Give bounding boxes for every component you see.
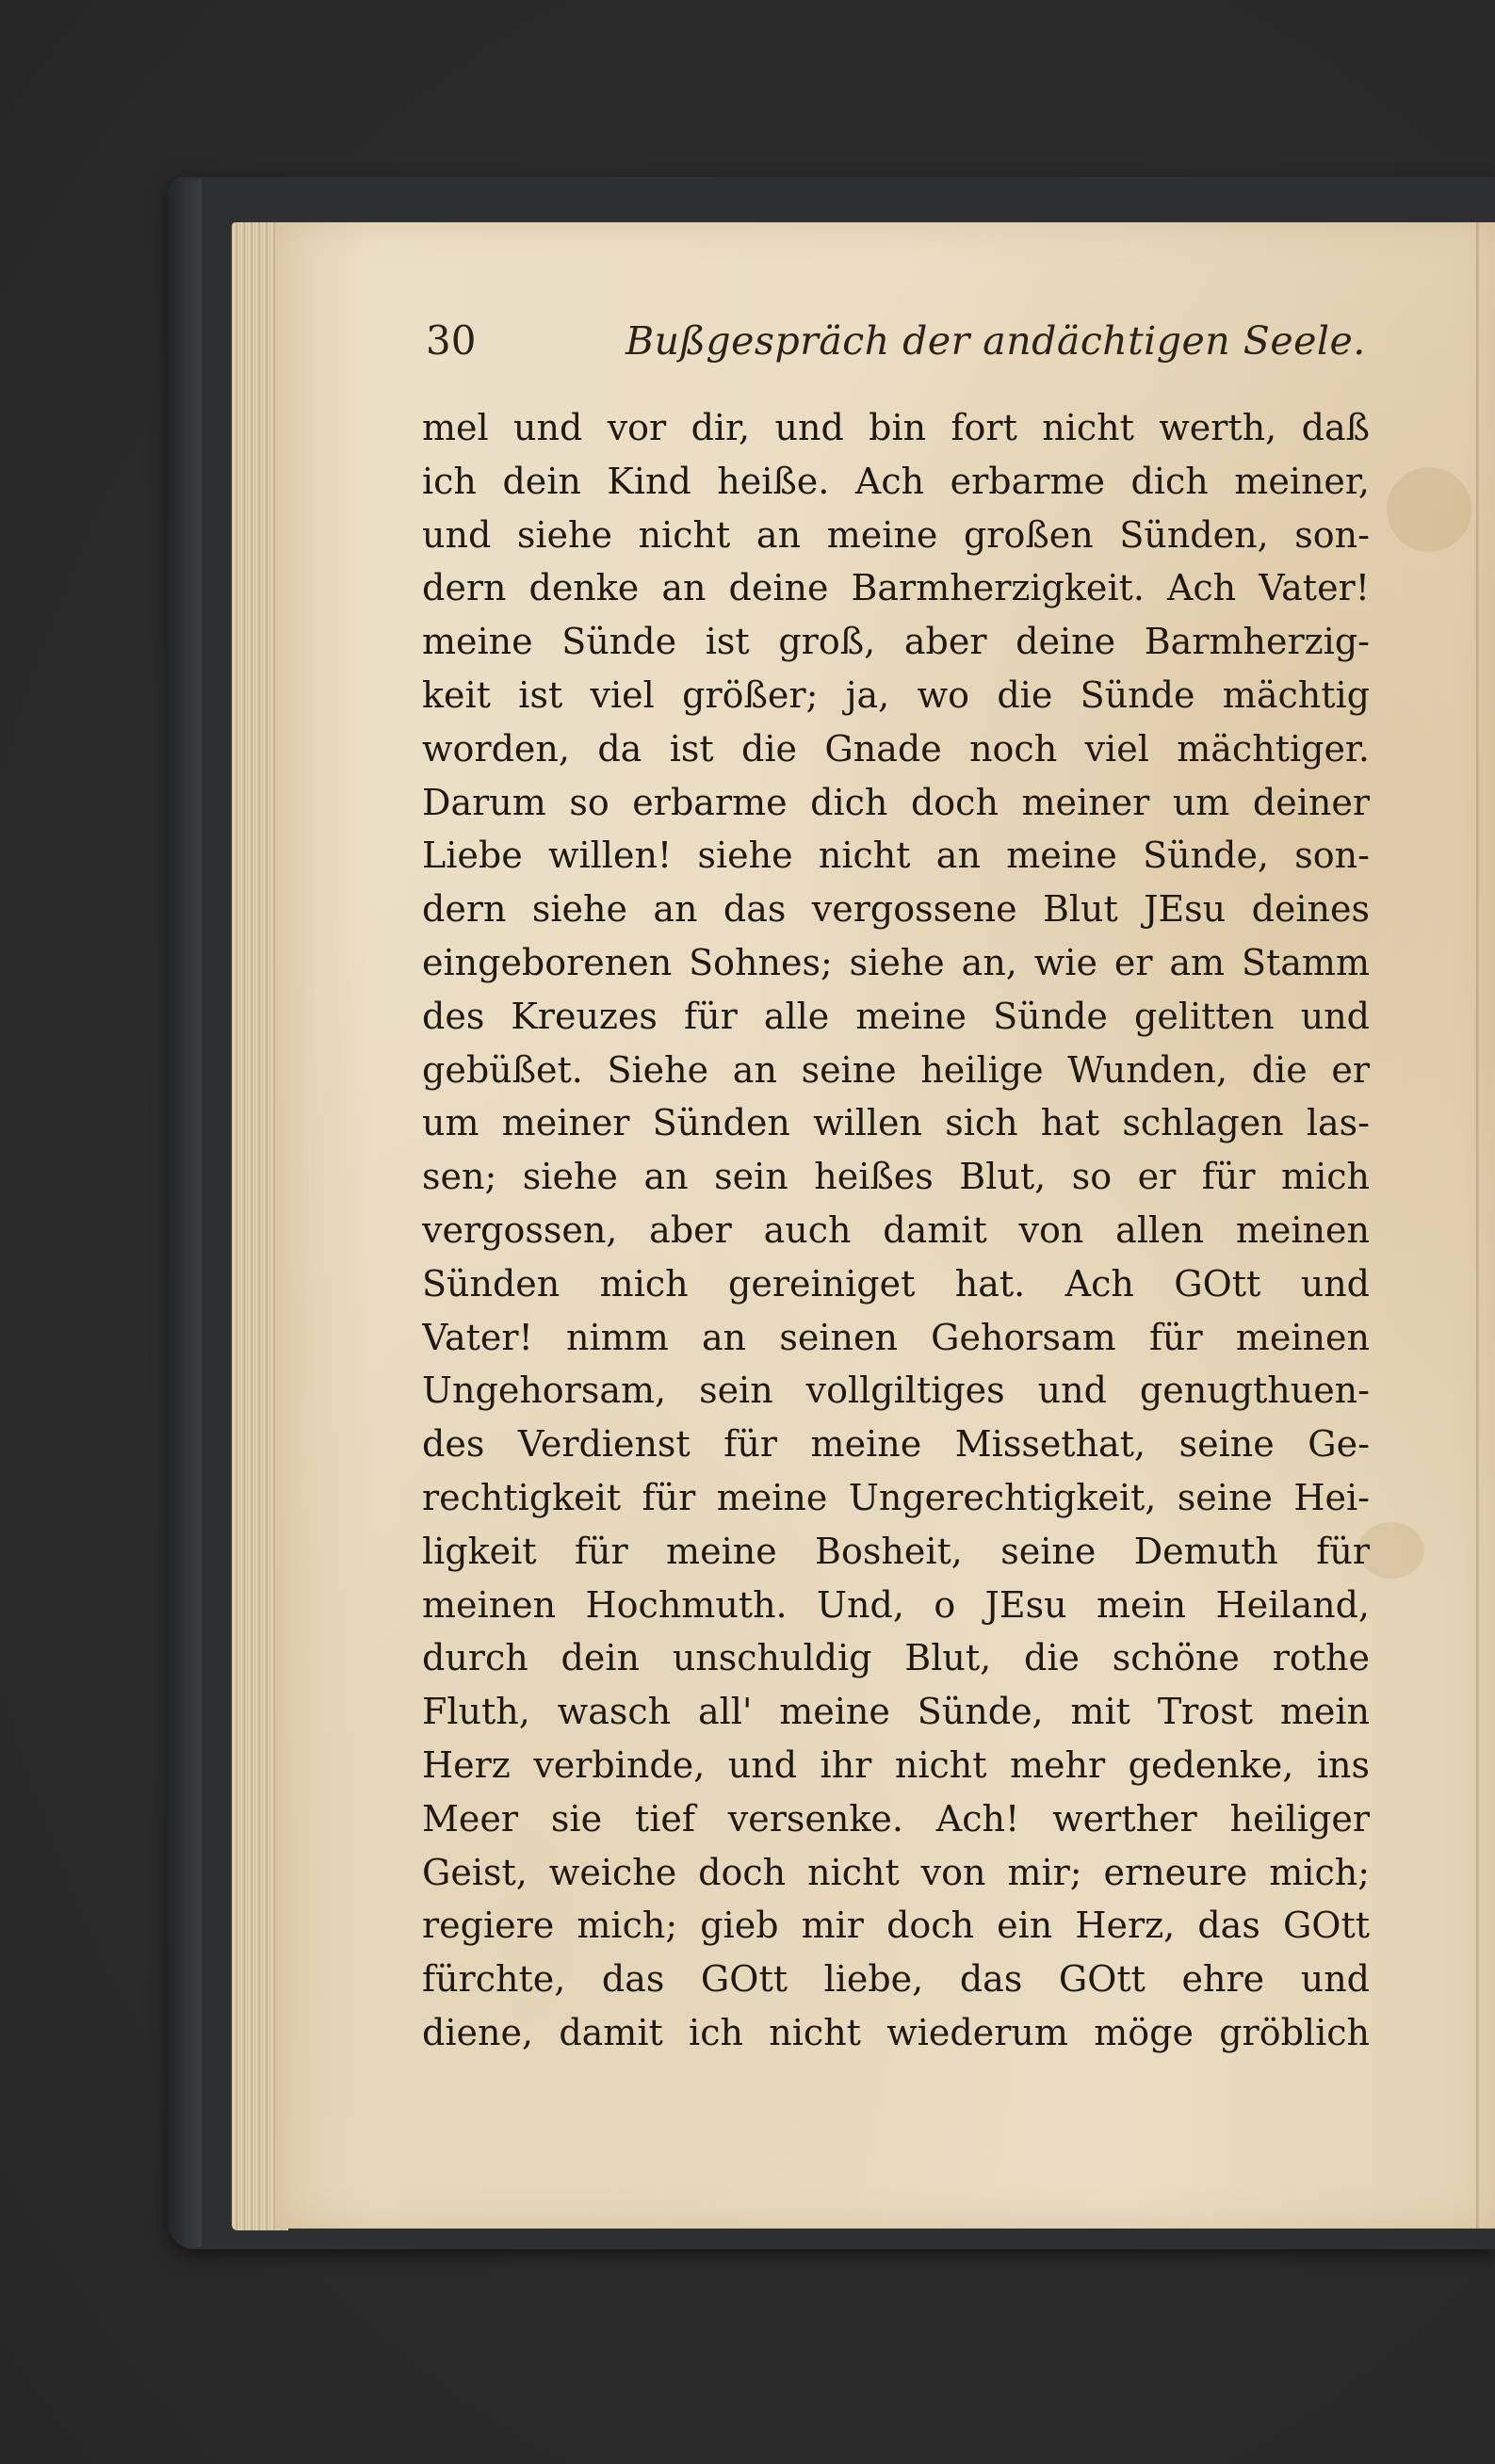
text-line: regiere mich; gieb mir doch ein Herz, das GOtt bbox=[422, 1905, 1370, 1947]
text-line: durch dein unschuldig Blut, die schöne rothe bbox=[422, 1637, 1370, 1679]
text-line: ich dein Kind heiße. Ach erbarme dich meiner, bbox=[422, 460, 1370, 502]
text-line: und siehe nicht an meine großen Sünden, son- bbox=[422, 513, 1370, 556]
text-line: fürchte, das GOtt liebe, das GOtt ehre und bbox=[422, 1958, 1370, 2001]
page-gutter bbox=[1476, 222, 1480, 2229]
text-line: Geist, weiche doch nicht von mir; erneure mich; bbox=[422, 1851, 1370, 1893]
text-line: dern denke an deine Barmherzigkeit. Ach Vater! bbox=[422, 567, 1370, 609]
book-spine-edge bbox=[168, 179, 202, 2247]
text-line: vergossen, aber auch damit von allen meinen bbox=[422, 1208, 1370, 1251]
text-line: gebüßet. Siehe an seine heilige Wunden, die er bbox=[422, 1048, 1370, 1091]
text-line: des Kreuzes für alle meine Sünde gelitten und bbox=[422, 995, 1370, 1037]
text-line: eingeborenen Sohnes; siehe an, wie er am Stamm bbox=[422, 941, 1370, 983]
text-line: keit ist viel größer; ja, wo die Sünde mächtig bbox=[422, 673, 1370, 716]
text-line: Herz verbinde, und ihr nicht mehr gedenke, ins bbox=[422, 1743, 1370, 1786]
text-line: Fluth, wasch all' meine Sünde, mit Trost mein bbox=[422, 1691, 1370, 1733]
text-line: ligkeit für meine Bosheit, seine Demuth für bbox=[422, 1530, 1370, 1572]
text-line: dern siehe an das vergossene Blut JEsu deines bbox=[422, 888, 1370, 931]
text-line: rechtigkeit für meine Ungerechtigkeit, seine Hei- bbox=[422, 1476, 1370, 1518]
page-header bbox=[426, 313, 1366, 369]
text-line: Sünden mich gereiniget hat. Ach GOtt und bbox=[422, 1262, 1370, 1305]
text-line: Ungehorsam, sein vollgiltiges und genugthuen- bbox=[422, 1370, 1370, 1412]
running-title: Bußgespräch der andächtigen Seele. bbox=[626, 318, 1366, 364]
text-line: mel und vor dir, und bin fort nicht werth, daß bbox=[422, 407, 1370, 448]
text-line: sen; siehe an sein heißes Blut, so er für mich bbox=[422, 1156, 1370, 1198]
text-line: Liebe willen! siehe nicht an meine Sünde, son- bbox=[422, 835, 1370, 877]
text-line: des Verdienst für meine Missethat, seine Ge- bbox=[422, 1423, 1370, 1466]
text-line: um meiner Sünden willen sich hat schlagen las- bbox=[422, 1102, 1370, 1144]
text-line: Vater! nimm an seinen Gehorsam für meinen bbox=[422, 1316, 1370, 1358]
paper-stain bbox=[1387, 467, 1471, 552]
body-text bbox=[422, 401, 1370, 2115]
text-line: meine Sünde ist groß, aber deine Barmherzig- bbox=[422, 621, 1370, 663]
page-number: 30 bbox=[426, 317, 477, 364]
text-line: meinen Hochmuth. Und, o JEsu mein Heiland, bbox=[422, 1583, 1370, 1626]
text-line: worden, da ist die Gnade noch viel mächtiger. bbox=[422, 727, 1370, 770]
text-line: Darum so erbarme dich doch meiner um deiner bbox=[422, 781, 1370, 823]
text-line: diene, damit ich nicht wiederum möge gröblich bbox=[422, 2011, 1370, 2053]
text-line: Meer sie tief versenke. Ach! werther heiliger bbox=[422, 1797, 1370, 1840]
